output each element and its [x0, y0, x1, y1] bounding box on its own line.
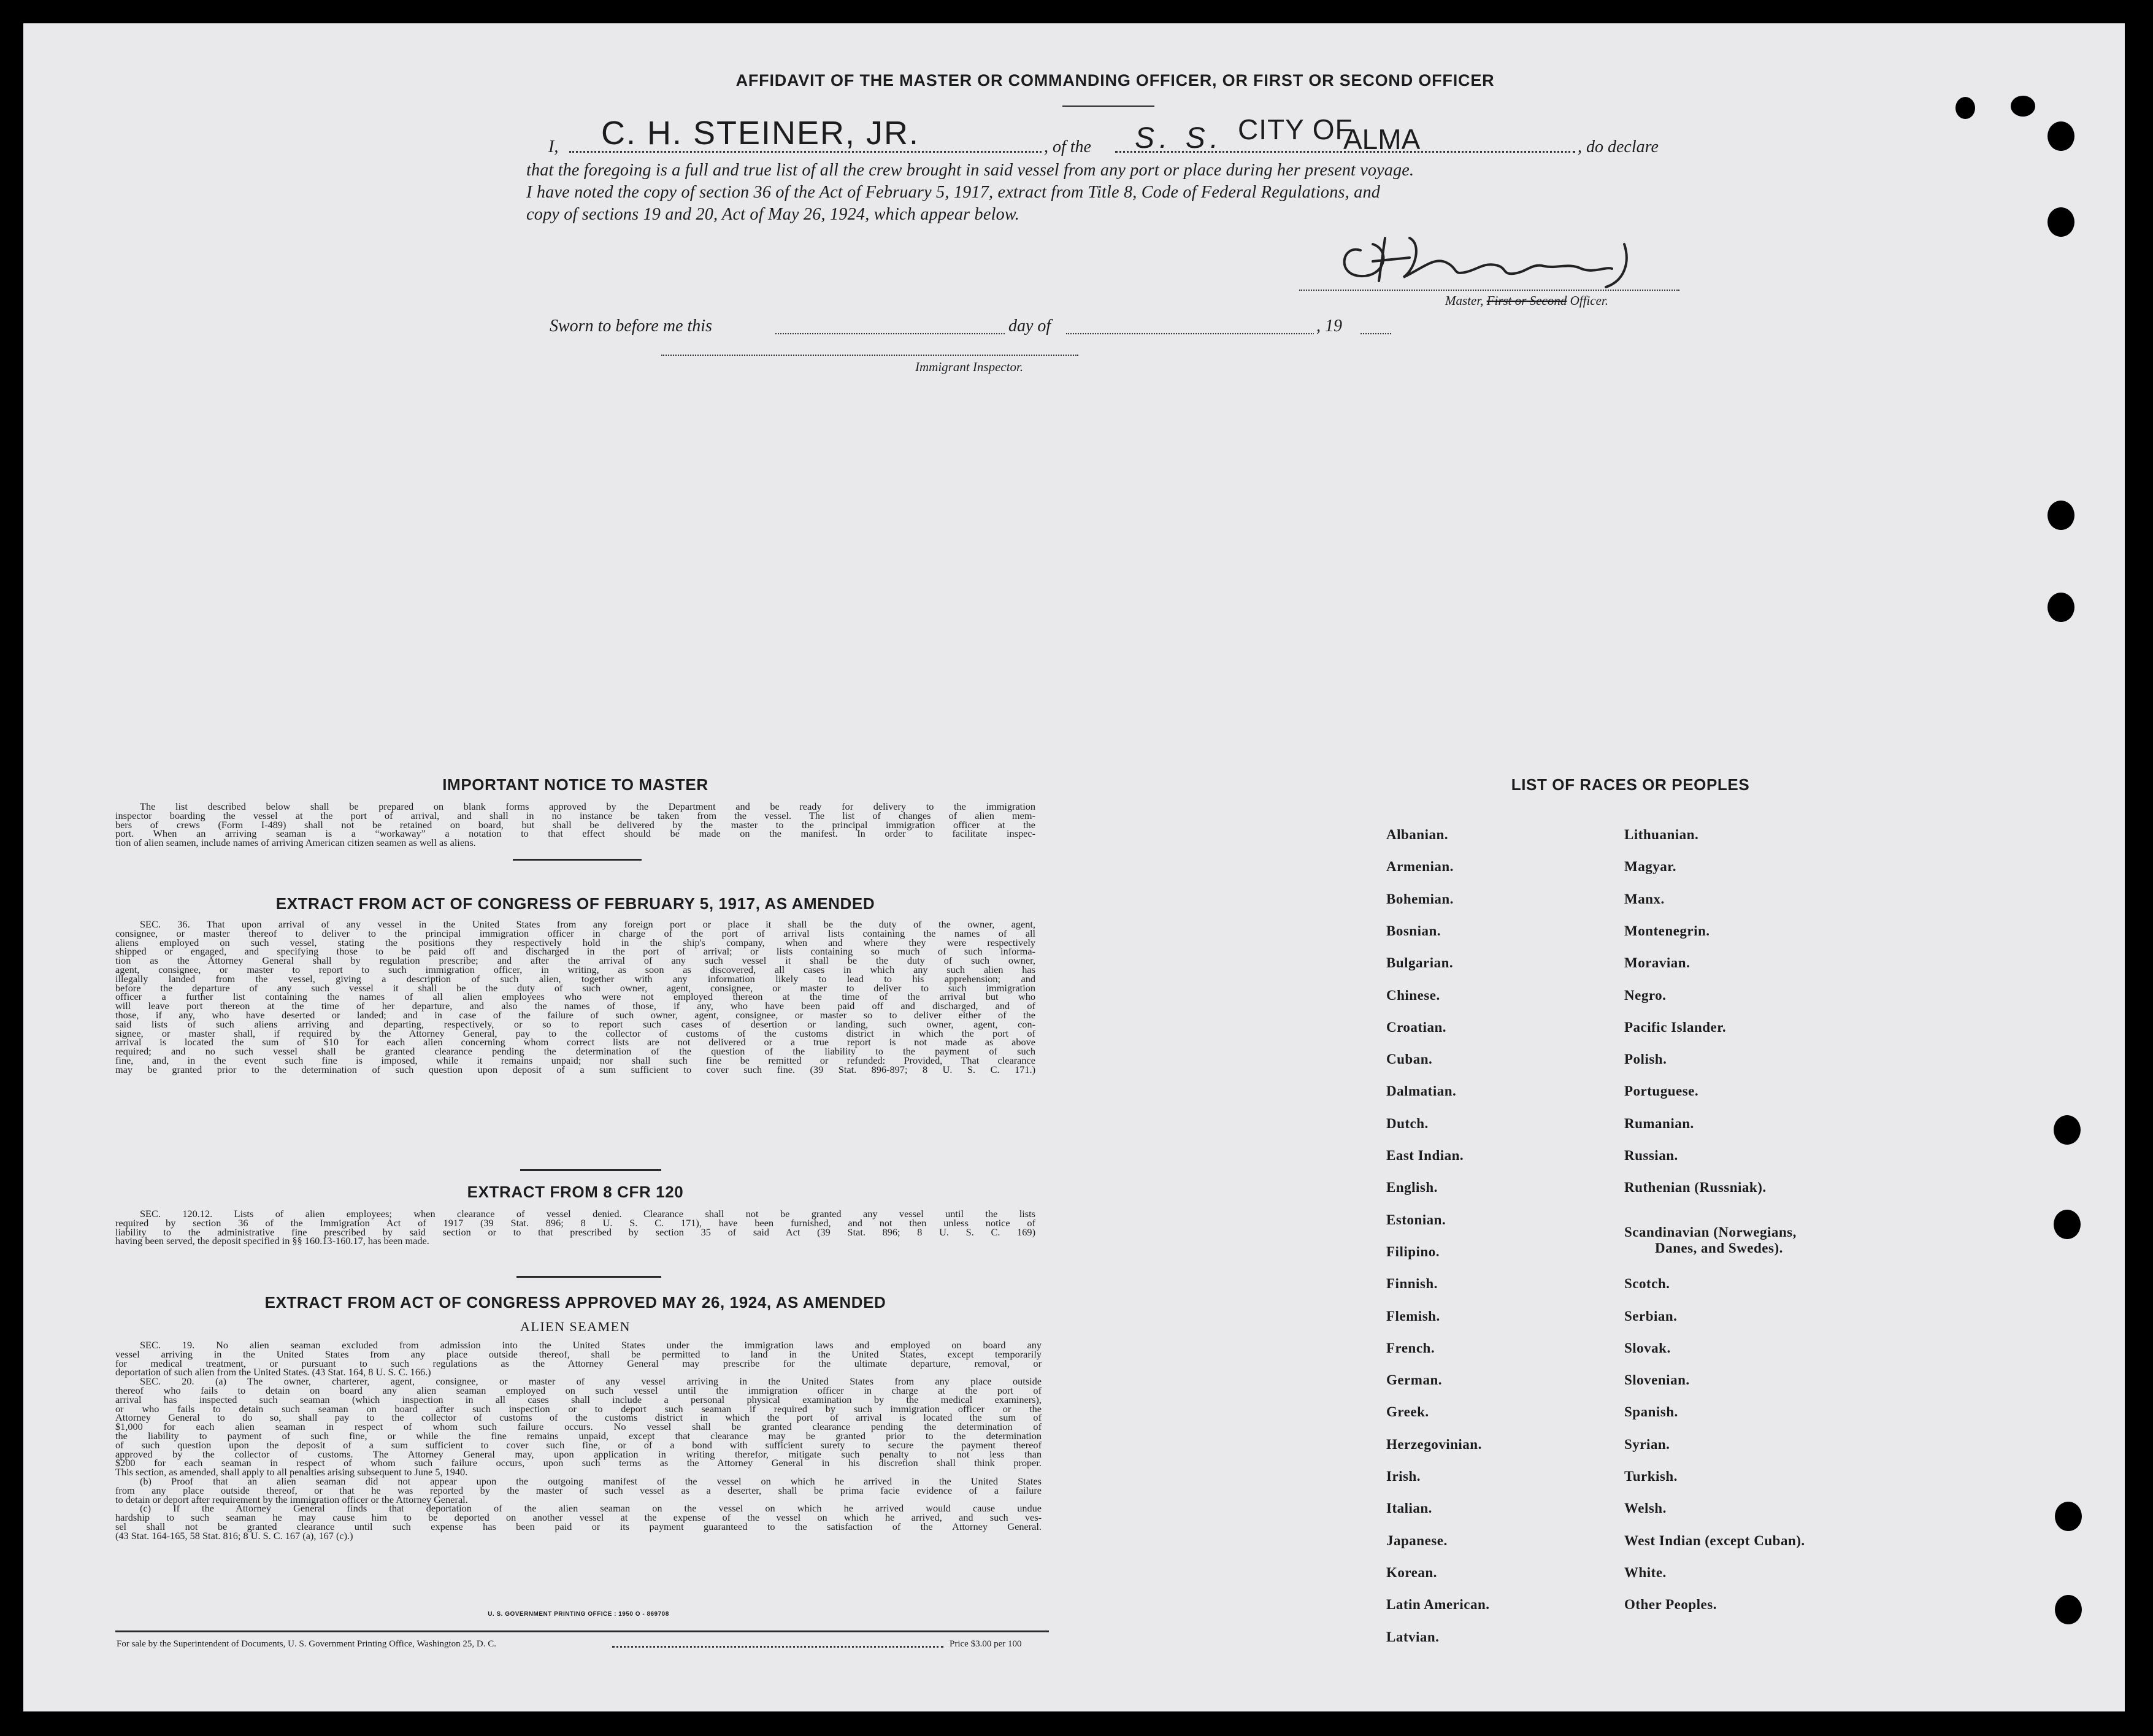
extract-1924-line: deportation of such alien from the United States. (43 Stat. 164, 8 U. S. C. 166.) — [115, 1366, 431, 1378]
extract-1924-line: Attorney General to do so, shall pay to the collector of customs of the customs district in which the port of arrival is located the sum of — [115, 1411, 1042, 1424]
race-item: Armenian. — [1386, 859, 1454, 875]
race-item: Montenegrin. — [1624, 923, 1710, 939]
race-item: French. — [1386, 1340, 1435, 1356]
extract-1917-line: may be granted prior to the determination of such question upon deposit of a sum sufficient to cover such fine. (39 Stat. 896-897; 8 U. S. C. 171.) — [115, 1063, 1035, 1075]
punch-hole — [2047, 207, 2074, 237]
race-item: Negro. — [1624, 987, 1667, 1003]
extract-1924-line: (c) If the Attorney General finds that deportation of the alien seaman on the vessel on which he arrived would cause undue — [140, 1502, 1042, 1515]
vessel-prefix: S. S. — [1135, 122, 1224, 155]
footer-rule — [115, 1630, 1049, 1632]
sworn-day: day of — [1005, 317, 1054, 336]
extract-1917-line: fine, and, in the event such fine is imposed, while it remains unpaid; nor shall such fine be remitted or refunded: Provided, That clearance — [115, 1054, 1035, 1066]
punch-hole — [2047, 121, 2074, 151]
extract-1917-line: consignee, or master thereof to deliver to the principal immigration officer in charge of the port of arrival lists containing the names of all — [115, 927, 1035, 939]
race-item: Serbian. — [1624, 1308, 1678, 1324]
vessel-name-2: ALMA — [1343, 123, 1421, 155]
punch-hole — [2054, 1210, 2081, 1239]
punch-hole — [2054, 1115, 2081, 1145]
sworn-month-line — [1066, 333, 1324, 334]
race-item: Russian. — [1624, 1148, 1678, 1163]
punch-hole — [2047, 593, 2074, 622]
race-item: Danes, and Swedes). — [1655, 1240, 1783, 1256]
affidavit-body-line: I have noted the copy of section 36 of the Act of February 5, 1917, extract from Title 8, Code of Federal Regulations, and — [526, 183, 1381, 202]
extract-1917-line: those, if any, who have deserted or landed; and in case of the failure of such owner, agent, consignee, or master so to deliver either of the — [115, 1008, 1035, 1021]
race-item: Magyar. — [1624, 859, 1677, 875]
extract-1924-line: SEC. 19. No alien seaman excluded from admission into the United States under the immigration laws and employed on board any — [140, 1339, 1042, 1351]
race-item: Greek. — [1386, 1404, 1429, 1420]
sworn-year-line — [1360, 333, 1391, 334]
extract-1924-text — [115, 1341, 1042, 1541]
race-item: Portuguese. — [1624, 1083, 1699, 1099]
affidavit-do-declare: , do declare — [1578, 137, 1659, 156]
extract-1917-line: aliens employed on such vessel, stating the positions they respectively hold in the ship's company, when and where they were respectively — [115, 936, 1035, 948]
race-item: Turkish. — [1624, 1469, 1678, 1484]
extract-1924-line: $200 for each seaman in respect of whom such failure occurs, upon such terms as the Attorney General in his discretion shall think proper. — [115, 1457, 1042, 1469]
race-item: Croatian. — [1386, 1019, 1446, 1035]
gpo-imprint: U. S. GOVERNMENT PRINTING OFFICE : 1950 O - 869708 — [488, 1611, 669, 1618]
race-item: Filipino. — [1386, 1243, 1440, 1259]
race-item: East Indian. — [1386, 1148, 1464, 1163]
notice-line: inspector boarding the vessel at the port of arrival, and shall in no instance be taken from the vessel. The list of changes of alien mem- — [115, 809, 1035, 821]
inspector-line — [661, 355, 1078, 356]
extract-1924-line: thereof who fails to detain on board any alien seaman employed on such vessel until the immigration officer in charge at the port of — [115, 1384, 1042, 1396]
section-rule — [516, 1276, 661, 1278]
vessel-line — [1115, 151, 1575, 153]
race-item: Latin American. — [1386, 1597, 1490, 1613]
extract-1917-line: agent, consignee, or master to report to such immigration officer, in writing, as soon as discovered, all cases in which any such alien has — [115, 963, 1035, 975]
extract-1917-line: required; and no such vessel shall be granted clearance pending the determination of the question of the liability to the payment of such — [115, 1045, 1035, 1058]
race-item: Dutch. — [1386, 1115, 1429, 1131]
extract-1924-line: arrival has inspected such seaman (which inspection in all cases shall include a personal physical examination by the medical examiners), — [115, 1393, 1042, 1405]
race-item: Irish. — [1386, 1469, 1421, 1484]
form-sheet — [23, 23, 2125, 1711]
notice-line: bers of crews (Form I-489) shall not be retained on board, but shall be delivered by the master to the principal immigration officer at the — [115, 818, 1035, 831]
sworn-day-line — [775, 333, 1015, 334]
title-rule — [1062, 106, 1154, 107]
race-item: Chinese. — [1386, 987, 1440, 1003]
master-signature — [1336, 226, 1667, 293]
price: Price $3.00 per 100 — [950, 1639, 1022, 1649]
race-item: Bulgarian. — [1386, 955, 1454, 971]
notice-heading: IMPORTANT NOTICE TO MASTER — [442, 775, 708, 794]
extract-1924-line: SEC. 20. (a) The owner, charterer, agent, consignee, or master of any vessel arriving in the United States from any place outside — [140, 1375, 1042, 1388]
vessel-name-1: CITY OF — [1238, 113, 1353, 145]
race-item: German. — [1386, 1372, 1443, 1388]
notice-text — [115, 802, 1035, 848]
race-item: English. — [1386, 1180, 1438, 1196]
signature-caption-struck: First or Second — [1486, 293, 1567, 308]
extract-1924-line: (43 Stat. 164-165, 58 Stat. 816; 8 U. S. C. 167 (a), 167 (c).) — [115, 1529, 353, 1542]
affidavit-title: AFFIDAVIT OF THE MASTER OR COMMANDING OFFICER, OR FIRST OR SECOND OFFICER — [735, 71, 1495, 90]
extract-1917-line: will leave port thereon at the time of her departure, and also the names of those, if any, who have been paid off and discharged, and of — [115, 1000, 1035, 1012]
race-item: Slovak. — [1624, 1340, 1671, 1356]
extract-1917-line: officer a further list containing the names of all alien employees who were not employed thereon at the time of the arrival but who — [115, 991, 1035, 1003]
extract-1917-heading: EXTRACT FROM ACT OF CONGRESS OF FEBRUARY 5, 1917, AS AMENDED — [275, 894, 875, 913]
extract-cfr-line: SEC. 120.12. Lists of alien employees; when clearance of vessel denied. Clearance shall not be granted any vessel until the lists — [140, 1208, 1035, 1219]
section-rule — [513, 859, 642, 861]
punch-hole — [1955, 97, 1975, 119]
extract-1924-line: for medical treatment, or pursuant to such regulations as the Attorney General may prescribe for the ultimate departure, removal, or — [115, 1357, 1042, 1369]
race-item: Scotch. — [1624, 1276, 1670, 1292]
sale-leader — [612, 1646, 943, 1648]
race-item: West Indian (except Cuban). — [1624, 1532, 1805, 1548]
affidavit-body-line: that the foregoing is a full and true list of all the crew brought in said vessel from any port or place during her present voyage. — [526, 161, 1414, 180]
sworn-prefix: Sworn to before me this — [550, 317, 712, 336]
race-item: Syrian. — [1624, 1436, 1670, 1452]
race-item: Finnish. — [1386, 1276, 1438, 1292]
race-item: Albanian. — [1386, 827, 1449, 842]
punch-hole — [2011, 96, 2035, 117]
extract-cfr-text — [115, 1210, 1035, 1246]
sworn-year: , 19 — [1314, 317, 1345, 336]
sale-notice: For sale by the Superintendent of Documents, U. S. Government Printing Office, Washington 25, D. C. — [117, 1639, 496, 1649]
extract-1917-line: before the departure of any such vessel it shall be the duty of such owner, agent, consignee, or master to deliver to such immigration — [115, 981, 1035, 994]
extract-1917-line: said lists of such aliens arriving and departing, respectively, or so to report such cases of desertion or landing, such owner, agent, con- — [115, 1018, 1035, 1030]
notice-line: The list described below shall be prepared on blank forms approved by the Department and be ready for delivery to the immigration — [140, 801, 1035, 812]
signature-caption-prefix: Master, — [1445, 293, 1487, 308]
race-item: Japanese. — [1386, 1532, 1448, 1548]
race-item: Polish. — [1624, 1051, 1667, 1067]
extract-cfr-line: having been served, the deposit specified in §§ 160.13-160.17, has been made. — [115, 1235, 429, 1247]
extract-1924-line: vessel arriving in the United States from any place outside thereof, shall be permitted to land in the United States, except temporarily — [115, 1348, 1042, 1360]
race-item: Bohemian. — [1386, 891, 1454, 907]
race-item: Flemish. — [1386, 1308, 1440, 1324]
race-item: Slovenian. — [1624, 1372, 1690, 1388]
race-item: Cuban. — [1386, 1051, 1433, 1067]
extract-1924-line: approved by the collector of customs. The Attorney General may, upon application in writing therefor, mitigate such penalty to not less than — [115, 1448, 1042, 1460]
race-item: Italian. — [1386, 1500, 1432, 1516]
extract-1924-line: (b) Proof that an alien seaman did not appear upon the outgoing manifest of the vessel on which he arrived in the United States — [140, 1475, 1042, 1487]
section-rule — [520, 1169, 661, 1171]
extract-cfr-line: required by section 36 of the Immigration Act of 1917 (39 Stat. 896; 8 U. S. C. 171), have been furnished, and not then unless notice of — [115, 1216, 1035, 1229]
race-item: Spanish. — [1624, 1404, 1678, 1420]
race-item: Scandinavian (Norwegians, — [1624, 1224, 1797, 1240]
notice-line: tion of alien seamen, include names of arriving American citizen seamen as well as aliens. — [115, 837, 476, 849]
extract-1924-subheading: ALIEN SEAMEN — [520, 1319, 631, 1334]
extract-1924-line: of such question upon the deposit of a sum sufficient to cover such fine, or of a bond with sufficient surety to secure the payment thereof — [115, 1438, 1042, 1451]
extract-1917-line: shipped or engaged, and specifying those to be paid off and discharged in the port of arrival; or lists containing so much of such informa- — [115, 945, 1035, 958]
affidavit-body-line: copy of sections 19 and 20, Act of May 26, 1924, which appear below. — [526, 205, 1020, 224]
affidavit-of-the: , of the — [1044, 137, 1091, 156]
extract-1917-line: arrival is located the sum of $10 for each alien concerning whom correct lists are not delivered or a true report is not made as above — [115, 1036, 1035, 1048]
race-item: Rumanian. — [1624, 1115, 1694, 1131]
signature-line — [1299, 290, 1679, 291]
affidavit-pronoun: I, — [548, 137, 559, 156]
race-item: Bosnian. — [1386, 923, 1441, 939]
punch-hole — [2055, 1595, 2082, 1624]
race-item: Other Peoples. — [1624, 1597, 1717, 1613]
race-item: Welsh. — [1624, 1500, 1667, 1516]
race-item: Moravian. — [1624, 955, 1691, 971]
race-item: Herzegovinian. — [1386, 1436, 1482, 1452]
race-item: Latvian. — [1386, 1629, 1440, 1645]
race-item: Ruthenian (Russniak). — [1624, 1180, 1767, 1196]
extract-1924-line: to detain or deport after requirement by the immigration officer or the Attorney General. — [115, 1493, 468, 1505]
extract-1917-line: illegally landed from the vessel, giving a description of such alien, together with any information likely to lead to his apprehension; and — [115, 972, 1035, 985]
signature-caption — [1445, 293, 1608, 309]
notice-line: port. When an arriving seaman is a “workaway” a notation to that effect should be made on the manifest. In order to facilitate inspec- — [115, 828, 1035, 840]
extract-1924-line: This section, as amended, shall apply to all penalties arising subsequent to June 5, 1940. — [115, 1466, 468, 1478]
inspector-caption: Immigrant Inspector. — [915, 359, 1024, 374]
extract-1924-heading: EXTRACT FROM ACT OF CONGRESS APPROVED MAY 26, 1924, AS AMENDED — [264, 1293, 886, 1312]
race-item: Dalmatian. — [1386, 1083, 1457, 1099]
race-item: Manx. — [1624, 891, 1665, 907]
race-item: White. — [1624, 1564, 1667, 1580]
punch-hole — [2047, 501, 2074, 530]
extract-1917-line: tion as the Attorney General shall by regulation prescribe; and after the arrival of any such vessel it shall be the duty of such owner, — [115, 954, 1035, 967]
race-item: Estonian. — [1386, 1212, 1446, 1227]
punch-hole — [2055, 1502, 2082, 1531]
extract-1924-line: or who fails to detain such seaman on board after such inspection or to deport such seaman if required by such immigration officer or the — [115, 1402, 1042, 1415]
extract-1917-line: signee, or master shall, if required by the Attorney General, pay to the collector of customs of the customs district in which the port of — [115, 1027, 1035, 1039]
extract-1924-line: the liability to payment of such fine, or while the fine remains unpaid, except that clearance may be granted prior to the determination — [115, 1429, 1042, 1442]
extract-1924-line: hardship to such seaman he may cause him to be deported on another vessel at the expense of the vessel on which he arrived, and such ves- — [115, 1511, 1042, 1524]
races-heading: LIST OF RACES OR PEOPLES — [1511, 775, 1750, 794]
extract-1917-text — [115, 920, 1035, 1075]
master-name: C. H. STEINER, JR. — [601, 115, 920, 152]
extract-cfr-heading: EXTRACT FROM 8 CFR 120 — [467, 1183, 684, 1201]
race-item: Lithuanian. — [1624, 827, 1699, 842]
race-item: Korean. — [1386, 1564, 1437, 1580]
name-line — [569, 151, 1042, 153]
extract-1924-line: from any place outside thereof, or that he was reported by the master of such vessel as a deserter, shall be prima facie evidence of a failure — [115, 1484, 1042, 1496]
extract-1924-line: $1,000 for each alien seaman in respect of whom such failure occurs. No vessel shall be granted clearance pending the determination of — [115, 1421, 1042, 1433]
signature-caption-suffix: Officer. — [1567, 293, 1608, 308]
extract-1924-line: sel shall not be granted clearance until such expense has been paid or its payment guaranteed to the satisfaction of the Attorney General. — [115, 1520, 1042, 1532]
race-item: Pacific Islander. — [1624, 1019, 1727, 1035]
extract-1917-line: SEC. 36. That upon arrival of any vessel in the United States from any foreign port or place it shall be the duty of the owner, agent, — [140, 918, 1035, 930]
extract-cfr-line: liability to the administrative fine prescribed by said section or to that prescribed by section 35 of said Act (39 Stat. 896; 8 U. S. C. 169) — [115, 1226, 1035, 1238]
